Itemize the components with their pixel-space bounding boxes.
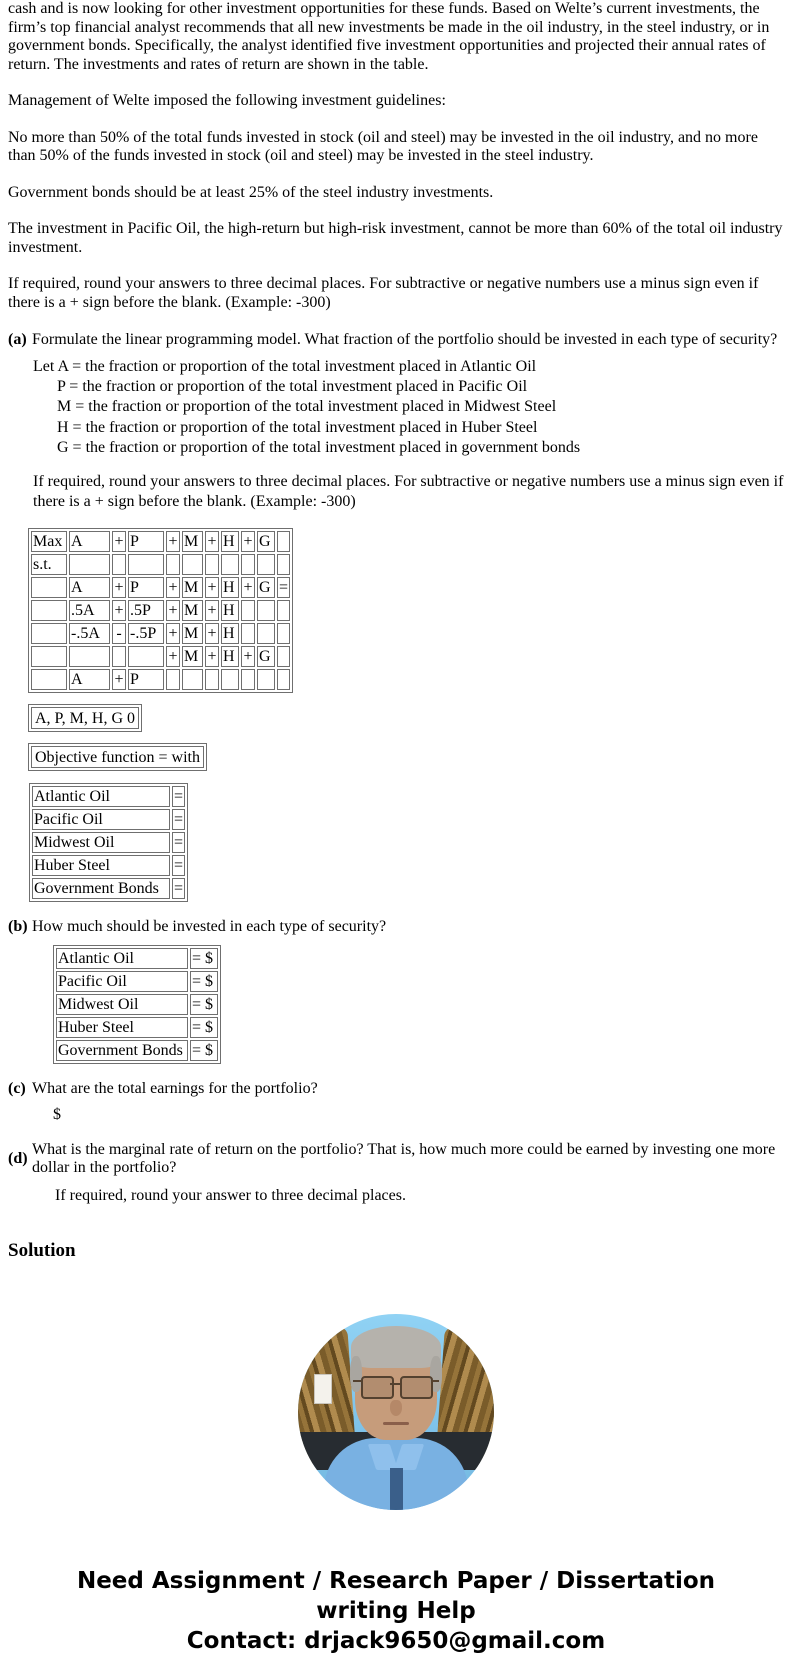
part-b-question: How much should be invested in each type of security? xyxy=(32,918,387,936)
tableau-term: G xyxy=(257,577,275,598)
tableau-blank-input[interactable] xyxy=(128,554,164,575)
security-name: Huber Steel xyxy=(32,855,170,876)
tableau-blank-input[interactable] xyxy=(112,646,126,667)
tableau-blank-input[interactable] xyxy=(277,600,290,621)
intro-paragraph: cash and is now looking for other investment opportunities for these funds. Based on Welte’s current investments, the firm’s top financial analyst recommends that all new investments be made in the oil industry, in the steel industry, or in government bonds. Specifically, the analyst identified five investment opportunities and projected their annual rates of return. The investments and rates of return are shown in the table. xyxy=(8,0,770,73)
tableau-term: H xyxy=(221,531,239,552)
part-a-rounding-note: If required, round your answers to three decimal places. For subtractive or negative numbers use a minus sign even if there is a + sign before the blank. (Example: -300) xyxy=(33,472,784,511)
tableau-term: H xyxy=(221,623,239,644)
tableau-blank-input[interactable] xyxy=(241,600,255,621)
tableau-blank-input[interactable] xyxy=(31,577,67,598)
tableau-term: + xyxy=(112,531,126,552)
tableau-row xyxy=(31,600,290,621)
variable-definition: P = the fraction or proportion of the total investment placed in Pacific Oil xyxy=(57,378,528,396)
solution-heading: Solution xyxy=(8,1240,76,1262)
background-frame xyxy=(314,1374,332,1404)
tableau-term: P xyxy=(128,669,164,690)
rounding-note: If required, round your answers to three decimal places. For subtractive or negative numbers use a minus sign even if there is a + sign before the blank. (Example: -300) xyxy=(8,275,759,312)
tableau-term: -.5A xyxy=(69,623,110,644)
security-answer-blank[interactable]: = $ xyxy=(190,1017,218,1038)
tableau-blank-input[interactable] xyxy=(182,554,203,575)
tableau-term: .5P xyxy=(128,600,164,621)
tableau-blank-input[interactable] xyxy=(69,646,110,667)
tableau-row xyxy=(31,623,290,644)
tableau-blank-input[interactable] xyxy=(277,669,290,690)
tableau-body xyxy=(31,531,290,690)
tableau-term: + xyxy=(241,531,255,552)
tableau-term: -.5P xyxy=(128,623,164,644)
part-a xyxy=(8,331,784,350)
tableau-blank-input[interactable] xyxy=(31,600,67,621)
tableau-row xyxy=(31,531,290,552)
variable-definitions xyxy=(33,357,784,458)
banner-contact-email: Contact: drjack9650@gmail.com xyxy=(186,1628,606,1655)
tableau-blank-input[interactable] xyxy=(128,646,164,667)
tableau-term: + xyxy=(112,600,126,621)
tableau-term: + xyxy=(205,623,219,644)
tableau-term: - xyxy=(112,623,126,644)
security-name: Atlantic Oil xyxy=(32,786,170,807)
security-row xyxy=(56,948,218,969)
objective-function-label: Objective function = with xyxy=(31,746,204,768)
tableau-blank-input[interactable] xyxy=(205,554,219,575)
tableau-blank-input[interactable] xyxy=(31,669,67,690)
tableau-blank-input[interactable] xyxy=(257,669,275,690)
tableau-row xyxy=(31,669,290,690)
objective-value-table xyxy=(28,743,207,771)
tableau-row xyxy=(31,577,290,598)
tableau-term: + xyxy=(241,646,255,667)
tableau-term: + xyxy=(241,577,255,598)
security-answer-blank[interactable]: = $ xyxy=(190,994,218,1015)
part-d-question: What is the marginal rate of return on the portfolio? That is, how much more could be earned by investing one more dollar in the portfolio? xyxy=(32,1140,776,1177)
part-d xyxy=(8,1141,784,1178)
security-answer-blank[interactable]: = xyxy=(174,857,184,875)
tableau-term: H xyxy=(221,600,239,621)
tableau-blank-input[interactable] xyxy=(277,531,290,552)
tutor-avatar xyxy=(298,1314,494,1510)
variable-definition: H = the fraction or proportion of the total investment placed in Huber Steel xyxy=(57,418,538,436)
security-answer-blank[interactable]: = xyxy=(174,811,184,829)
fraction-answers-table xyxy=(29,783,188,902)
security-name: Midwest Oil xyxy=(32,832,170,853)
tableau-blank-input[interactable] xyxy=(112,554,126,575)
security-row xyxy=(56,1017,218,1038)
security-row xyxy=(56,971,218,992)
tableau-term: .5A xyxy=(69,600,110,621)
tableau-term: + xyxy=(166,577,180,598)
objective-row xyxy=(31,746,204,768)
part-c-question: What are the total earnings for the portfolio? xyxy=(32,1079,318,1097)
fraction-answers-body xyxy=(32,786,185,899)
tableau-blank-input[interactable] xyxy=(241,554,255,575)
tableau-term: M xyxy=(182,577,203,598)
glasses-temple-left xyxy=(353,1380,361,1382)
part-a-label: (a) xyxy=(8,330,27,348)
tableau-term: G xyxy=(257,646,275,667)
part-c-label: (c) xyxy=(8,1079,26,1097)
tableau-term: + xyxy=(205,600,219,621)
tableau-term: + xyxy=(166,531,180,552)
banner-line-1: Need Assignment / Research Paper / Dissertation xyxy=(76,1568,716,1595)
tableau-term: H xyxy=(221,577,239,598)
tableau-term: + xyxy=(112,669,126,690)
tableau-blank-input[interactable] xyxy=(257,600,275,621)
tableau-blank-input[interactable] xyxy=(277,646,290,667)
tableau-term: P xyxy=(128,531,164,552)
glasses-left-lens xyxy=(361,1376,394,1399)
tableau-term: M xyxy=(182,531,203,552)
glasses-right-lens xyxy=(400,1376,433,1399)
tableau-blank-input[interactable] xyxy=(277,623,290,644)
security-row xyxy=(56,1040,218,1061)
security-answer-blank[interactable]: = xyxy=(174,880,184,898)
security-answer-blank[interactable]: = $ xyxy=(190,948,218,969)
tableau-term: + xyxy=(166,646,180,667)
tableau-blank-input[interactable] xyxy=(221,669,239,690)
tableau-blank-input[interactable] xyxy=(205,669,219,690)
tableau-blank-input[interactable] xyxy=(257,554,275,575)
part-b-label: (b) xyxy=(8,918,28,936)
security-row xyxy=(32,878,185,899)
part-d-rounding-note: If required, round your answer to three decimal places. xyxy=(55,1186,406,1204)
tutor-avatar-container xyxy=(8,1314,784,1510)
tableau-blank-input[interactable] xyxy=(166,554,180,575)
tableau-term: M xyxy=(182,646,203,667)
tableau-blank-input[interactable] xyxy=(31,646,67,667)
security-row xyxy=(32,786,185,807)
tableau-blank-input[interactable] xyxy=(277,554,290,575)
avatar-nose xyxy=(390,1400,402,1416)
lp-model-table xyxy=(28,528,293,693)
guideline-1: No more than 50% of the total funds invested in stock (oil and steel) may be invested in the oil industry, and no more than 50% of the funds invested in stock (oil and steel) may be invested in the steel industry. xyxy=(8,128,758,165)
tableau-term: + xyxy=(166,623,180,644)
variable-definition: Let A = the fraction or proportion of the total investment placed in Atlantic Oil xyxy=(33,358,537,376)
variable-definition: G = the fraction or proportion of the total investment placed in government bonds xyxy=(57,438,581,456)
glasses-temple-right xyxy=(431,1380,439,1382)
security-row xyxy=(56,994,218,1015)
security-name: Pacific Oil xyxy=(56,971,188,992)
part-c-answer-blank[interactable]: $ xyxy=(53,1106,61,1124)
tableau-row xyxy=(31,554,290,575)
avatar-mouth xyxy=(383,1422,409,1425)
security-row xyxy=(32,809,185,830)
part-a-question: Formulate the linear programming model. What fraction of the portfolio should be invested in each type of security? xyxy=(32,330,778,348)
security-row xyxy=(32,855,185,876)
nonnegativity-table xyxy=(28,704,142,732)
security-answer-blank[interactable]: = $ xyxy=(190,1040,218,1061)
glasses-bridge xyxy=(390,1383,400,1385)
variable-definition: M = the fraction or proportion of the total investment placed in Midwest Steel xyxy=(57,398,557,416)
tableau-term: G xyxy=(257,531,275,552)
avatar-hair xyxy=(351,1326,441,1368)
tableau-term: Max xyxy=(31,531,67,552)
tableau-term: M xyxy=(182,600,203,621)
security-answer-blank[interactable]: = $ xyxy=(190,971,218,992)
tableau-blank-input[interactable] xyxy=(221,554,239,575)
nonnegativity-constraint: A, P, M, H, G 0 xyxy=(31,707,139,729)
security-name: Government Bonds xyxy=(32,878,170,899)
tableau-term: + xyxy=(166,600,180,621)
security-name: Pacific Oil xyxy=(32,809,170,830)
tableau-blank-input[interactable] xyxy=(31,623,67,644)
part-c xyxy=(8,1080,784,1099)
guideline-3: The investment in Pacific Oil, the high-return but high-risk investment, cannot be more than 60% of the total oil industry investment. xyxy=(8,220,783,256)
tableau-row xyxy=(31,646,290,667)
tableau-term: A xyxy=(69,531,110,552)
tableau-term: = xyxy=(279,579,289,597)
guideline-2: Government bonds should be at least 25% of the steel industry investments. xyxy=(8,183,494,201)
tableau-term: + xyxy=(112,577,126,598)
security-name: Midwest Oil xyxy=(56,994,188,1015)
nonnegativity-row xyxy=(31,707,139,729)
part-b xyxy=(8,918,784,937)
tableau-blank-input[interactable] xyxy=(182,669,203,690)
security-name: Atlantic Oil xyxy=(56,948,188,969)
security-row xyxy=(32,832,185,853)
tableau-term: + xyxy=(205,646,219,667)
tableau-term: A xyxy=(69,577,110,598)
guidelines-intro: Management of Welte imposed the following investment guidelines: xyxy=(8,92,446,110)
tableau-term: P xyxy=(128,577,164,598)
part-d-label: (d) xyxy=(8,1150,28,1168)
tableau-term: A xyxy=(69,669,110,690)
tableau-term: M xyxy=(182,623,203,644)
tableau-blank-input[interactable] xyxy=(69,554,110,575)
tableau-blank-input[interactable] xyxy=(166,669,180,690)
dollar-answers-table xyxy=(53,945,221,1064)
dollar-answers-body xyxy=(56,948,218,1061)
security-answer-blank[interactable]: = xyxy=(174,788,184,806)
tableau-blank-input[interactable] xyxy=(257,623,275,644)
tableau-blank-input[interactable] xyxy=(241,623,255,644)
tableau-term: H xyxy=(221,646,239,667)
contact-banner xyxy=(8,1566,784,1656)
security-name: Government Bonds xyxy=(56,1040,188,1061)
tableau-term: + xyxy=(205,577,219,598)
security-name: Huber Steel xyxy=(56,1017,188,1038)
tableau-term: s.t. xyxy=(31,554,67,575)
banner-line-2: writing Help xyxy=(316,1598,476,1625)
security-answer-blank[interactable]: = xyxy=(174,834,184,852)
tableau-term: + xyxy=(205,531,219,552)
tableau-blank-input[interactable] xyxy=(241,669,255,690)
avatar-tie xyxy=(390,1468,403,1510)
